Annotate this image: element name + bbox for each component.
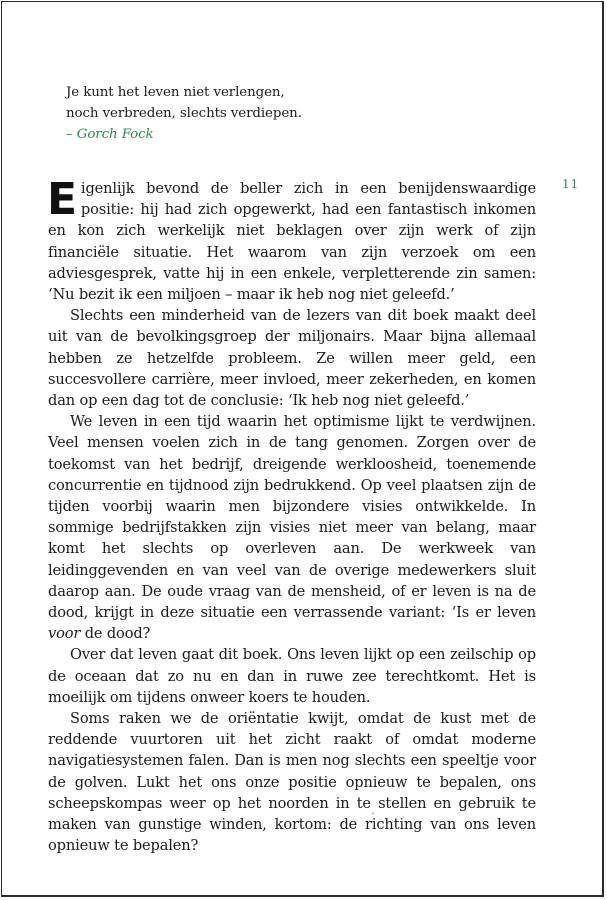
paper-speck (372, 812, 374, 815)
paragraph-3-emphasis: voor (48, 625, 81, 643)
body-text (47, 174, 536, 857)
paragraph-3-text-a: We leven in een tijd waarin het optimisme lijkt te verdwijnen. Veel mensen voelen zich in de tang genomen. Zorgen over de toekomst van het bedrijf, dreigende werkloosheid, toenemende concurrentie en tijdnood zijn bedrukkend. Op veel plaatsen zijn de tijden voorbij waarin men bijzondere visies ontwikkelde. In sommige bedrijfstakken zijn visies niet meer van belang, maar komt het slechts op overleven aan. De werkweek van leidinggevenden en van veel van de overige medewerkers sluit daarop aan. De oude vraag van de mensheid, of er leven is na de dood, krijgt in deze situatie een verrassende variant: ‘Is er leven (48, 413, 536, 622)
paragraph-4: Over dat leven gaat dit boek. Ons leven lijkt op een zeilschip op de oceaan dat zo nu en dan in ruwe zee terechtkomt. Het is moeilijk om tijdens onweer koers te houden. (48, 646, 536, 706)
epigraph (66, 82, 366, 145)
epigraph-attribution: – Gorch Fock (66, 127, 154, 142)
epigraph-line-1: Je kunt het leven niet verlengen, (66, 85, 285, 100)
epigraph-line-2: noch verbreden, slechts verdiepen. (66, 106, 302, 121)
paragraph-1-text: igenlijk bevond de beller zich in een benijdenswaardige positie: hij had zich opgewerkt, had een fantastisch inkomen en kon zich werkelijk niet beklagen over zijn werk of zijn financiële situatie. Het waarom van zijn verzoek om een adviesgesprek, vatte hij in een enkele, verpletterende zin samen: ‘Nu bezit ik een miljoen – maar ik heb nog niet geleefd.’ (48, 180, 536, 304)
drop-cap: E (47, 174, 77, 225)
paragraph-1 (47, 174, 536, 305)
paragraph-5: Soms raken we de oriëntatie kwijt, omdat de kust met de reddende vuurtoren uit het zicht raakt of omdat moderne navigatiesystemen falen. Dan is men nog slechts een speeltje voor de golven. Lukt het ons onze positie opnieuw te bepalen, ons scheepskompas weer op het noorden in te stellen en gebruik te maken van gunstige winden, kortom: de richting van ons leven opnieuw te bepalen? (48, 710, 536, 855)
paragraph-3 (48, 411, 536, 644)
paragraph-2: Slechts een minderheid van de lezers van dit boek maakt deel uit van de bevolkingsgroep der miljonairs. Maar bijna allemaal hebben ze hetzelfde probleem. Ze willen meer geld, een succesvollere carrière, meer invloed, meer zekerheden, en komen dan op een dag tot de conclusie: ‘Ik heb nog niet geleefd.’ (48, 307, 536, 410)
paragraph-3-text-b: de dood? (80, 625, 151, 643)
page-number: 11 (562, 177, 580, 191)
